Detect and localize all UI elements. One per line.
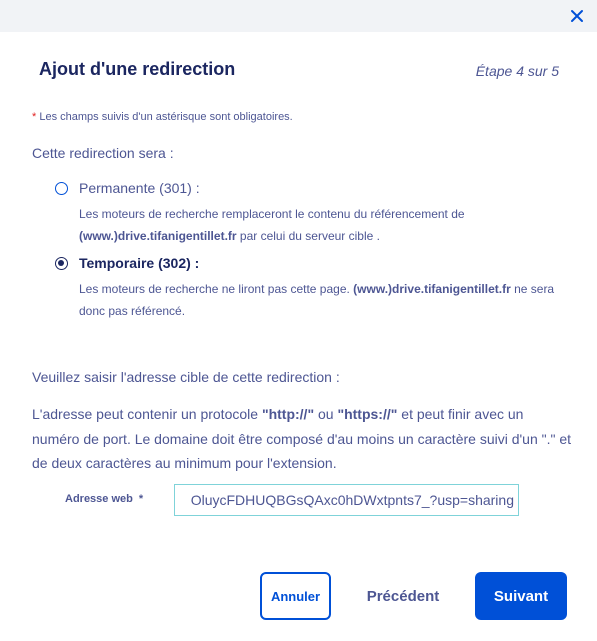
web-address-label: Adresse web * [65,493,144,505]
option-permanent-label[interactable]: Permanente (301) : [79,180,200,196]
option-temporary-label[interactable]: Temporaire (302) : [79,255,200,271]
required-note-text: Les champs suivis d'un astérisque sont obligatoires. [36,111,293,123]
cancel-button[interactable]: Annuler [260,572,331,620]
redirect-type-label: Cette redirection sera : [32,145,174,161]
required-fields-note [32,111,293,123]
step-indicator: Étape 4 sur 5 [475,63,559,79]
required-star: * [32,111,37,123]
next-button[interactable]: Suivant [475,572,567,620]
domain-name: (www.)drive.tifanigentillet.fr [353,282,511,296]
web-address-input[interactable] [174,484,519,516]
option-temporary-description: Les moteurs de recherche ne liront pas cette page. (www.)drive.tifanigentillet.fr ne sera donc pas référencé. [79,282,555,318]
close-button[interactable] [565,4,589,28]
target-help-text: L'adresse peut contenir un protocole "http://" ou "https://" et peut finir avec un numéro de port. Le domaine doit être composé d'au moins un caractère suivi d'un "." et de deux caractères au minimum pour l'extension. [32,406,572,471]
dialog-header-bar [0,0,597,32]
domain-name: (www.)drive.tifanigentillet.fr [79,229,237,243]
close-icon [570,9,584,23]
radio-temporary[interactable] [55,257,68,270]
previous-button[interactable]: Précédent [350,572,456,620]
dialog-title: Ajout d'une redirection [39,59,236,79]
radio-permanent[interactable] [55,182,68,195]
target-prompt: Veuillez saisir l'adresse cible de cette redirection : [32,369,340,385]
option-permanent-description: Les moteurs de recherche remplaceront le contenu du référencement de (www.)drive.tifanigentillet.fr par celui du serveur cible . [79,207,465,243]
